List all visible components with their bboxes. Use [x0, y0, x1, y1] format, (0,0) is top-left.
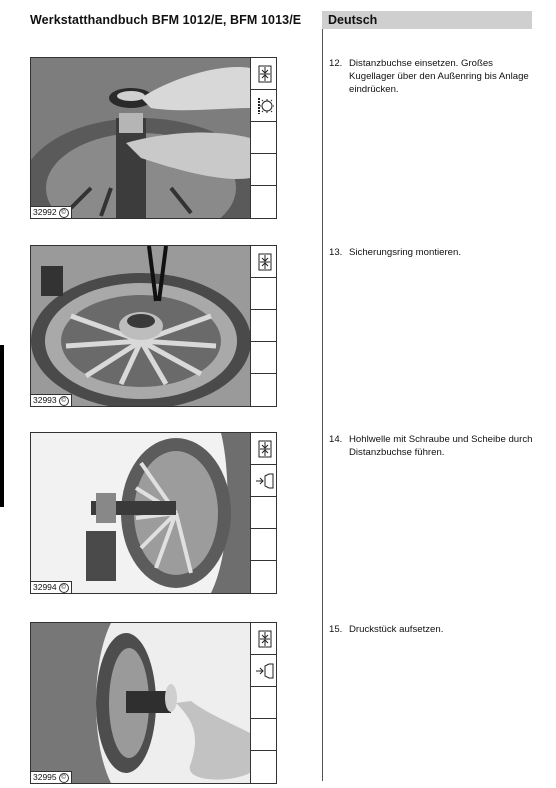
press-in-arrows-icon: [251, 623, 277, 655]
empty-symbol-cell: [251, 719, 277, 751]
chapter-thumb-mark: [0, 345, 4, 507]
step-number: 15.: [329, 624, 343, 635]
empty-symbol-cell: [251, 529, 277, 561]
step-number: 14.: [329, 434, 343, 445]
step-15: [329, 623, 541, 636]
figure-number: 32995 ©: [31, 771, 72, 783]
step-13: [329, 246, 541, 259]
mount-insert-icon: [251, 655, 277, 687]
empty-symbol-cell: [251, 751, 277, 783]
step-text: Hohlwelle mit Schraube und Scheibe durch Distanzbuchse führen.: [349, 434, 533, 458]
bearing-gear-icon: [251, 90, 277, 122]
copyright-icon: ©: [59, 396, 69, 406]
figure-step-15: [30, 622, 277, 784]
copyright-icon: ©: [59, 208, 69, 218]
step-text: Sicherungsring montieren.: [349, 247, 461, 258]
photo-pressure-piece: [31, 623, 250, 783]
copyright-icon: ©: [59, 583, 69, 593]
step-14: [329, 433, 541, 459]
empty-symbol-cell: [251, 154, 277, 186]
empty-symbol-cell: [251, 122, 277, 154]
photo-circlip-install: [31, 246, 250, 406]
symbol-column: [250, 433, 277, 593]
step-text: Distanzbuchse einsetzen. Großes Kugellager über den Außenring bis Anlage eindrücken.: [349, 58, 529, 95]
copyright-icon: ©: [59, 773, 69, 783]
figure-number: 32994 ©: [31, 581, 72, 593]
photo-hollow-shaft: [31, 433, 250, 593]
symbol-column: [250, 623, 277, 783]
press-in-arrows-icon: [251, 58, 277, 90]
empty-symbol-cell: [251, 278, 277, 310]
step-12: [329, 57, 541, 96]
figure-step-12: [30, 57, 277, 219]
empty-symbol-cell: [251, 561, 277, 593]
step-text: Druckstück aufsetzen.: [349, 624, 444, 635]
empty-symbol-cell: [251, 374, 277, 406]
column-divider: [322, 29, 323, 781]
empty-symbol-cell: [251, 497, 277, 529]
empty-symbol-cell: [251, 687, 277, 719]
figure-number: 32993 ©: [31, 394, 72, 406]
photo-bearing-install: [31, 58, 250, 218]
empty-symbol-cell: [251, 342, 277, 374]
figure-number: 32992 ©: [31, 206, 72, 218]
press-in-arrows-icon: [251, 433, 277, 465]
empty-symbol-cell: [251, 310, 277, 342]
empty-symbol-cell: [251, 186, 277, 218]
step-number: 13.: [329, 247, 343, 258]
figure-step-14: [30, 432, 277, 594]
mount-insert-icon: [251, 465, 277, 497]
step-number: 12.: [329, 58, 343, 69]
figure-step-13: [30, 245, 277, 407]
symbol-column: [250, 58, 277, 218]
page-title: Werkstatthandbuch BFM 1012/E, BFM 1013/E: [30, 13, 302, 27]
language-bar: Deutsch: [322, 11, 532, 29]
symbol-column: [250, 246, 277, 406]
press-in-arrows-icon: [251, 246, 277, 278]
